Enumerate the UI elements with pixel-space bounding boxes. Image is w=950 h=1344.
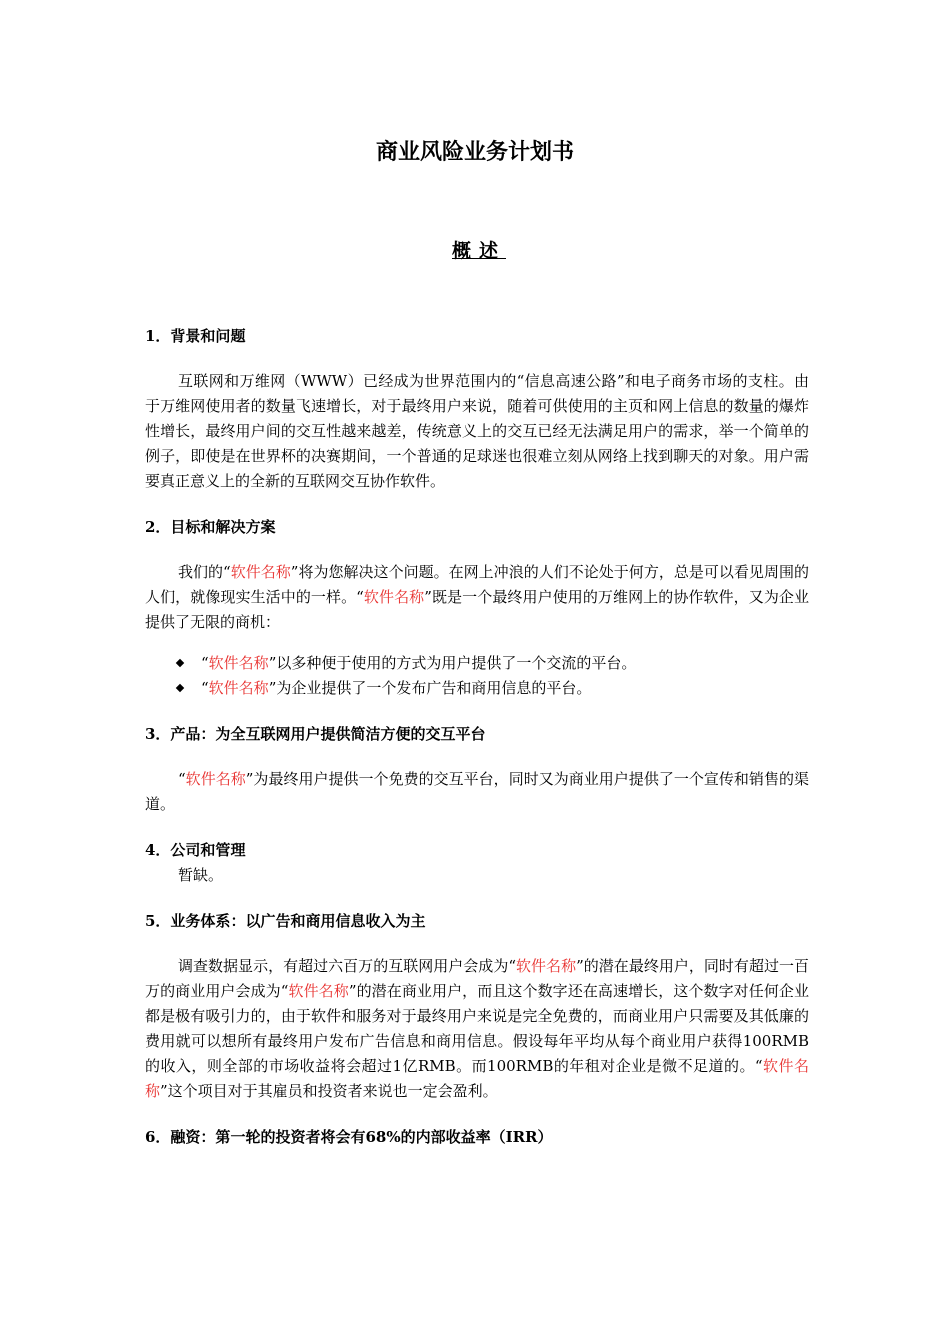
section-paragraph-business: 调查数据显示，有超过六百万的互联网用户会成为“软件名称”的潜在最终用户，同时有超过一百万的商业用户会成为“软件名称”的潜在商业用户，而且这个数字还在高速增长，这个数字对任何企业都是极有吸引力的，由于软件和服务对于最终用户来说是完全免费的，而商业用户只需要及其低廉的费用就可以想所有最终用户发布广告信息和商用信息。假设每年平均从每个商业用户获得100RMB的收入，则全部的市场收益将会超过1亿RMB。而100RMB的年租对企业是微不足道的。“软件名称”这个项目对于其雇员和投资者来说也一定会盈利。 <box>145 957 809 1100</box>
section-heading-goals: 2．目标和解决方案 <box>145 518 276 536</box>
list-item: “软件名称”以多种便于使用的方式为用户提供了一个交流的平台。 <box>177 651 809 676</box>
section-heading-financing: 6．融资：第一轮的投资者将会有68%的内部收益率（IRR） <box>145 1128 553 1146</box>
document-subtitle <box>0 236 950 266</box>
software-name-highlight: 软件名称 <box>208 679 269 697</box>
section-paragraph-goals: 我们的“软件名称”将为您解决这个问题。在网上冲浪的人们不论处于何方，总是可以看见周围的人们，就像现实生活中的一样。“软件名称”既是一个最终用户使用的万维网上的协作软件，又为企业提供了无限的商机： <box>145 563 810 631</box>
section-paragraph-company: 暂缺。 <box>178 866 224 884</box>
software-name-highlight: 软件名称 <box>363 588 425 606</box>
section-heading-product: 3．产品：为全互联网用户提供简洁方便的交互平台 <box>145 725 486 743</box>
software-name-highlight: 软件名称 <box>145 1057 809 1100</box>
document-body <box>145 323 809 1150</box>
goals-bullet-list <box>145 651 809 701</box>
section-paragraph-product: “软件名称”为最终用户提供一个免费的交互平台，同时又为商业用户提供了一个宣传和销售的渠道。 <box>145 770 809 813</box>
software-name-highlight: 软件名称 <box>516 957 577 975</box>
section-heading-company: 4．公司和管理 <box>145 841 246 859</box>
section-heading-background: 1．背景和问题 <box>145 327 246 345</box>
diamond-bullet-icon <box>176 659 184 667</box>
subtitle-text: 概述 <box>451 240 506 262</box>
list-item: “软件名称”为企业提供了一个发布广告和商用信息的平台。 <box>177 676 809 701</box>
software-name-highlight: 软件名称 <box>288 982 349 1000</box>
diamond-bullet-icon <box>176 684 184 692</box>
software-name-highlight: 软件名称 <box>185 770 246 788</box>
section-paragraph-background: 互联网和万维网（WWW）已经成为世界范围内的“信息高速公路”和电子商务市场的支柱。由于万维网使用者的数量飞速增长，对于最终用户来说，随着可供使用的主页和网上信息的数量的爆炸性增长，最终用户间的交互性越来越差，传统意义上的交互已经无法满足用户的需求，举一个简单的例子，即使是在世界杯的决赛期间，一个普通的足球迷也很难立刻从网络上找到聊天的对象。用户需要真正意义上的全新的互联网交互协作软件。 <box>145 372 809 490</box>
software-name-highlight: 软件名称 <box>230 563 291 581</box>
software-name-highlight: 软件名称 <box>208 654 269 672</box>
document-title: 商业风险业务计划书 <box>375 139 574 165</box>
section-heading-business: 5．业务体系：以广告和商用信息收入为主 <box>145 912 426 930</box>
